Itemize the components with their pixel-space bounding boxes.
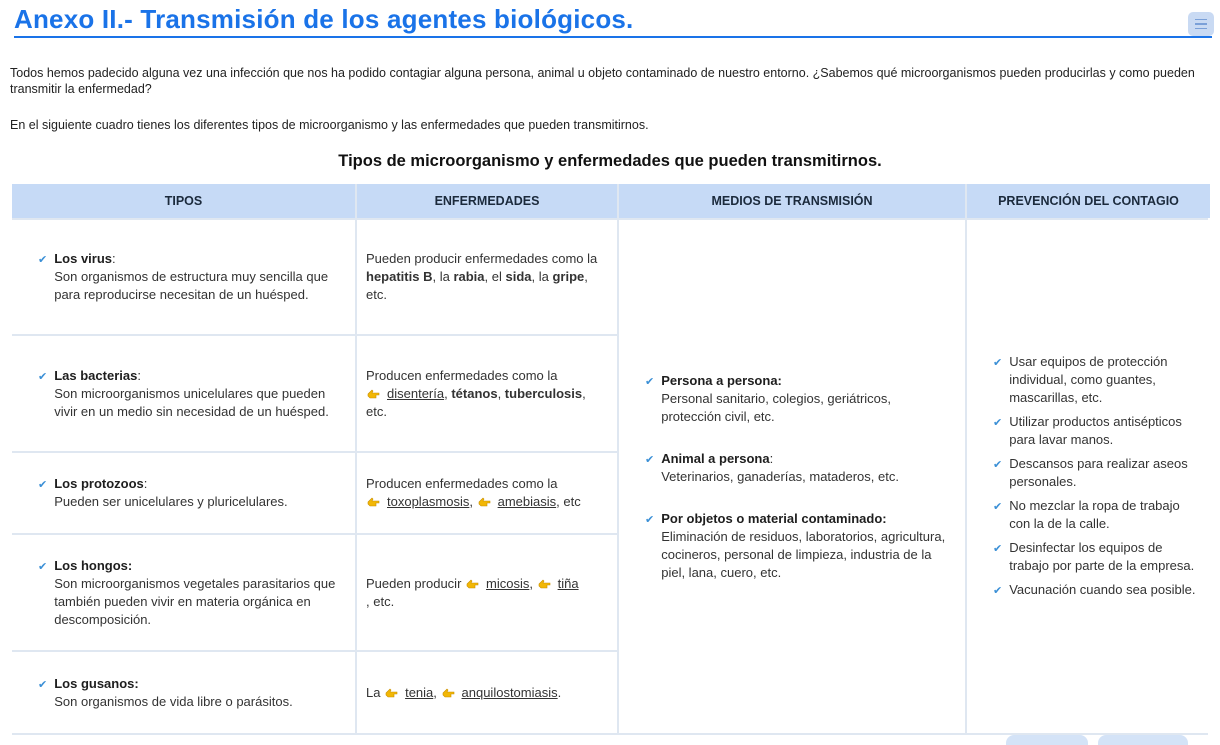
table-caption: Tipos de microorganismo y enfermedades que pueden transmitirnos. <box>338 152 882 170</box>
header-medios: MEDIOS DE TRANSMISIÓN <box>619 184 965 218</box>
checkmark-icon: ✔ <box>645 513 655 526</box>
prevencion-item <box>993 455 1200 491</box>
checkmark-icon: ✔ <box>38 678 48 691</box>
glossary-term[interactable]: anquilostomiasis <box>461 684 558 700</box>
text: La <box>366 684 385 700</box>
prevencion-text: Utilizar productos antisépticos para lavar manos. <box>1009 414 1182 447</box>
pointing-hand-icon <box>367 388 380 399</box>
checkmark-icon: ✔ <box>993 357 1003 369</box>
text: , la <box>531 269 553 284</box>
prevencion-text: Descansos para realizar aseos personales. <box>1009 456 1188 489</box>
page-title: Anexo II.- Transmisión de los agentes biológicos. <box>14 4 634 34</box>
checkmark-icon: ✔ <box>38 370 48 383</box>
text: , el <box>484 269 506 284</box>
header-prevencion: PREVENCIÓN DEL CONTAGIO <box>967 184 1210 218</box>
text: . <box>557 684 562 700</box>
glossary-link[interactable] <box>441 685 558 700</box>
text: , etc. <box>366 269 588 302</box>
pointing-hand-icon <box>466 578 479 589</box>
checkmark-icon: ✔ <box>38 479 48 491</box>
enfermedades-protozoos <box>357 453 617 533</box>
tipo-hongos <box>12 535 355 650</box>
medio-title: Por objetos o material contaminado: <box>661 510 887 526</box>
text: Producen enfermedades como la <box>366 367 558 383</box>
prevencion-cell <box>967 220 1210 733</box>
enfermedades-virus <box>357 220 617 334</box>
hamburger-menu-icon[interactable] <box>1188 12 1214 36</box>
medio-item <box>645 372 953 426</box>
previous-page-button[interactable] <box>1006 735 1088 745</box>
checkmark-icon: ✔ <box>38 254 48 266</box>
medio-title: Animal a persona <box>661 450 770 466</box>
text: Pueden producir enfermedades como la <box>366 251 598 266</box>
tipo-gusanos <box>12 652 355 733</box>
enfermedades-bacterias <box>357 336 617 451</box>
checkmark-icon: ✔ <box>993 543 1003 555</box>
checkmark-icon: ✔ <box>38 560 48 573</box>
disease: tétanos <box>451 385 498 401</box>
prevencion-item <box>993 413 1200 449</box>
disease: rabia <box>453 269 485 284</box>
disease: hepatitis B <box>366 269 433 284</box>
tipo-description: Son microorganismos vegetales parasitarios que también pueden vivir en materia orgánica en descomposición. <box>54 575 336 627</box>
medio-title: Persona a persona: <box>661 372 782 388</box>
pointing-hand-icon <box>385 687 398 698</box>
pointing-hand-icon <box>538 578 551 589</box>
text: , <box>469 494 477 509</box>
prevencion-text: No mezclar la ropa de trabajo con la de la calle. <box>1009 498 1180 531</box>
medio-description: Eliminación de residuos, laboratorios, agricultura, cocineros, personal de limpieza, industria de la piel, lana, cuero, etc. <box>661 528 946 580</box>
enfermedades-gusanos <box>357 652 617 733</box>
next-page-button[interactable] <box>1098 735 1188 745</box>
microorganism-table <box>12 184 1208 735</box>
glossary-term[interactable]: micosis <box>486 575 530 591</box>
tipo-name: Los gusanos: <box>54 675 139 691</box>
tipo-protozoos <box>12 453 355 533</box>
checkmark-icon: ✔ <box>993 501 1003 513</box>
glossary-link[interactable] <box>465 576 529 591</box>
tipo-virus <box>12 220 355 334</box>
text: , etc. <box>366 385 586 419</box>
tipo-name: Los hongos: <box>54 557 133 573</box>
checkmark-icon: ✔ <box>645 453 655 466</box>
intro-paragraph-2: En el siguiente cuadro tienes los diferentes tipos de microorganismo y las enfermedades que pueden transmitirnos. <box>10 118 649 132</box>
pointing-hand-icon <box>442 687 455 698</box>
tipo-bacterias <box>12 336 355 451</box>
disease: gripe <box>552 269 585 284</box>
text: , <box>529 575 537 591</box>
intro-paragraph: Todos hemos padecido alguna vez una infección que nos ha podido contagiar alguna persona, animal u objeto contaminado de nuestro entorno. ¿Sabemos qué microorganismos pueden producirlas y como pueden transmitir la enfermedad? <box>10 66 1195 96</box>
glossary-term[interactable]: toxoplasmosis <box>387 494 470 509</box>
checkmark-icon: ✔ <box>993 417 1003 429</box>
glossary-term[interactable]: tenia <box>405 684 434 700</box>
glossary-link[interactable] <box>384 685 433 700</box>
glossary-link[interactable] <box>366 386 444 401</box>
medio-description: Veterinarios, ganaderías, mataderos, etc. <box>661 468 899 484</box>
checkmark-icon: ✔ <box>645 375 655 388</box>
text: , <box>444 385 452 401</box>
prevencion-item <box>993 497 1200 533</box>
prevencion-item <box>993 581 1200 600</box>
header-enfermedades: ENFERMEDADES <box>357 184 617 218</box>
disease: sida <box>505 269 532 284</box>
medio-item <box>645 450 953 486</box>
text: Producen enfermedades como la <box>366 476 558 491</box>
tipo-suffix: : <box>143 476 148 491</box>
pointing-hand-icon <box>478 496 491 507</box>
text: , la <box>432 269 454 284</box>
prevencion-text: Vacunación cuando sea posible. <box>1009 582 1196 597</box>
text: , etc. <box>366 593 395 609</box>
glossary-link[interactable] <box>477 494 557 509</box>
medio-item <box>645 510 953 582</box>
checkmark-icon: ✔ <box>993 585 1003 597</box>
tipo-name: Los protozoos <box>54 476 144 491</box>
disease: tuberculosis <box>504 385 583 401</box>
tipo-name: Las bacterias <box>54 367 138 383</box>
text: Pueden producir <box>366 575 466 591</box>
tipo-description: Son organismos de estructura muy sencilla que para reproducirse necesitan de un huésped. <box>54 269 329 302</box>
pointing-hand-icon <box>367 496 380 507</box>
text: , <box>433 684 441 700</box>
enfermedades-hongos <box>357 535 617 650</box>
tipo-description: Son organismos de vida libre o parásitos. <box>54 693 293 709</box>
prevencion-text: Usar equipos de protección individual, como guantes, mascarillas, etc. <box>1009 354 1168 405</box>
tipo-name: Los virus <box>54 251 113 266</box>
prevencion-item <box>993 539 1200 575</box>
prevencion-item <box>993 353 1200 407</box>
tipo-description: Pueden ser unicelulares y pluricelulares. <box>54 494 288 509</box>
checkmark-icon: ✔ <box>993 459 1003 471</box>
page-title-bar <box>14 0 1212 38</box>
prevencion-text: Desinfectar los equipos de trabajo por parte de la empresa. <box>1009 540 1195 573</box>
glossary-term[interactable]: tiña <box>557 575 579 591</box>
header-tipos: TIPOS <box>12 184 355 218</box>
text: , <box>497 385 505 401</box>
glossary-link[interactable] <box>537 576 579 591</box>
tipo-suffix: : <box>137 367 141 383</box>
glossary-term[interactable]: disentería <box>387 385 445 401</box>
text: , etc <box>556 494 581 509</box>
glossary-link[interactable] <box>366 494 469 509</box>
medio-description: Personal sanitario, colegios, geriátricos, protección civil, etc. <box>661 390 891 424</box>
tipo-suffix: : <box>112 251 116 266</box>
medios-transmision-cell <box>619 220 965 733</box>
medio-suffix: : <box>769 450 774 466</box>
tipo-description: Son microorganismos unicelulares que pueden vivir en un medio sin necesidad de un huésped. <box>54 385 329 419</box>
glossary-term[interactable]: amebiasis <box>497 494 557 509</box>
